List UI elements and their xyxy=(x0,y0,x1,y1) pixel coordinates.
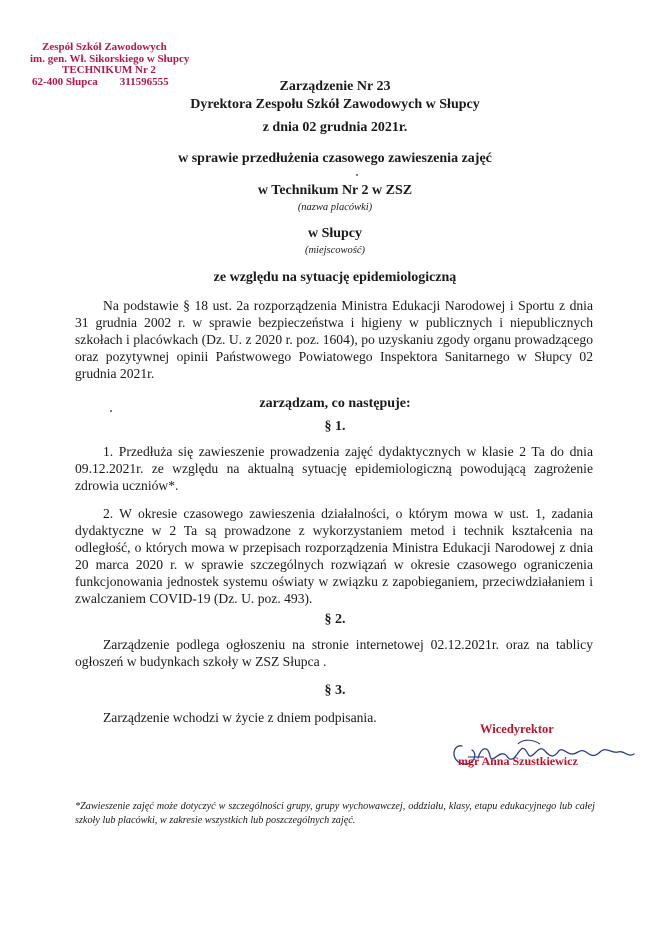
stray-dot xyxy=(356,174,358,176)
section-1-heading: § 1. xyxy=(324,419,346,434)
document-title: Zarządzenie Nr 23 xyxy=(279,79,391,94)
section-1-paragraph-1: 1. Przedłuża się zawieszenie prowadzenia zajęć dydaktycznych w klasie 2 Ta do dnia 09.12.2021r. ze względu na aktualną sytuację epidemiologiczną powodującą zagrożenie zdrowia uczniów*. xyxy=(75,444,593,493)
stray-dot xyxy=(110,410,112,412)
intro-paragraph: Na podstawie § 18 ust. 2a rozporządzenia Ministra Edukacji Narodowej i Sportu z dnia 31 grudnia 2002 r. w sprawie bezpieczeństwa i higieny w publicznych i niepublicznych szkołach i placówkach (Dz. U. z 2020 r. poz. 1604), po uzyskaniu zgody organu prowadzącego oraz pozytywnej opinii Państwowego Powiatowego Inspektora Sanitarnego w Słupcy 02 grudnia 2021r. xyxy=(75,298,593,381)
ordain-line: zarządzam, co następuje: xyxy=(259,396,411,411)
document-date: z dnia 02 grudnia 2021r. xyxy=(262,120,408,135)
signature-name-stamp: mgr Anna Szustkiewicz xyxy=(458,754,578,768)
section-1-paragraph-2: 2. W okresie czasowego zawieszenia działalności, o którym mowa w ust. 1, zadania dydaktyczne w 2 Ta są prowadzone z wykorzystaniem metod i technik kształcenia na odległość, o których mowa w przepisach rozporządzenia Ministra Edukacji Narodowej z dnia 20 marca 2020 r. w sprawie szczególnych rozwiązań w okresie czasowego ograniczenia funkcjonowania jednostek systemu oświaty w związku z zapobieganiem, przeciwdziałaniem i zwalczaniem COVID-19 (Dz. U. poz. 493). xyxy=(75,506,593,606)
reason-line: ze względu na sytuację epidemiologiczną xyxy=(213,270,457,285)
section-3-paragraph: Zarządzenie wchodzi w życie z dniem podpisania. xyxy=(103,710,377,725)
document-subject: w sprawie przedłużenia czasowego zawieszenia zajęć xyxy=(178,151,492,166)
footnote: *Zawieszenie zajęć może dotyczyć w szczególności grupy, grupy wychowawczej, oddziału, klasy, etapu edukacyjnego lub całej szkoły lub placówki, w zakresie wszystkich lub poszczególnych zajęć. xyxy=(75,801,595,826)
stamp-line-patron: im. gen. Wł. Sikorskiego w Słupcy xyxy=(30,52,190,65)
stamp-line-technikum: TECHNIKUM Nr 2 xyxy=(62,64,156,76)
section-3-heading: § 3. xyxy=(324,683,346,698)
stamp-city: 62-400 Słupca xyxy=(32,75,98,88)
section-2-heading: § 2. xyxy=(324,612,346,627)
section-2-paragraph: Zarządzenie podlega ogłoszeniu na stronie internetowej 02.12.2021r. oraz na tablicy ogłoszeń w budynkach szkoły w ZSZ Słupca . xyxy=(75,637,593,669)
document-issuer: Dyrektora Zespołu Szkół Zawodowych w Słupcy xyxy=(190,97,480,112)
stamp-number: 311596555 xyxy=(119,75,169,88)
signature-block xyxy=(448,716,648,786)
place-caption: (miejscowość) xyxy=(304,245,366,256)
signature-title-stamp: Wicedyrektor xyxy=(480,722,554,736)
institution-caption: (nazwa placówki) xyxy=(297,202,373,213)
institution-name: w Technikum Nr 2 w ZSZ xyxy=(257,183,413,198)
place-name: w Słupcy xyxy=(307,226,363,241)
stamp-line-school: Zespół Szkół Zawodowych xyxy=(42,41,167,53)
